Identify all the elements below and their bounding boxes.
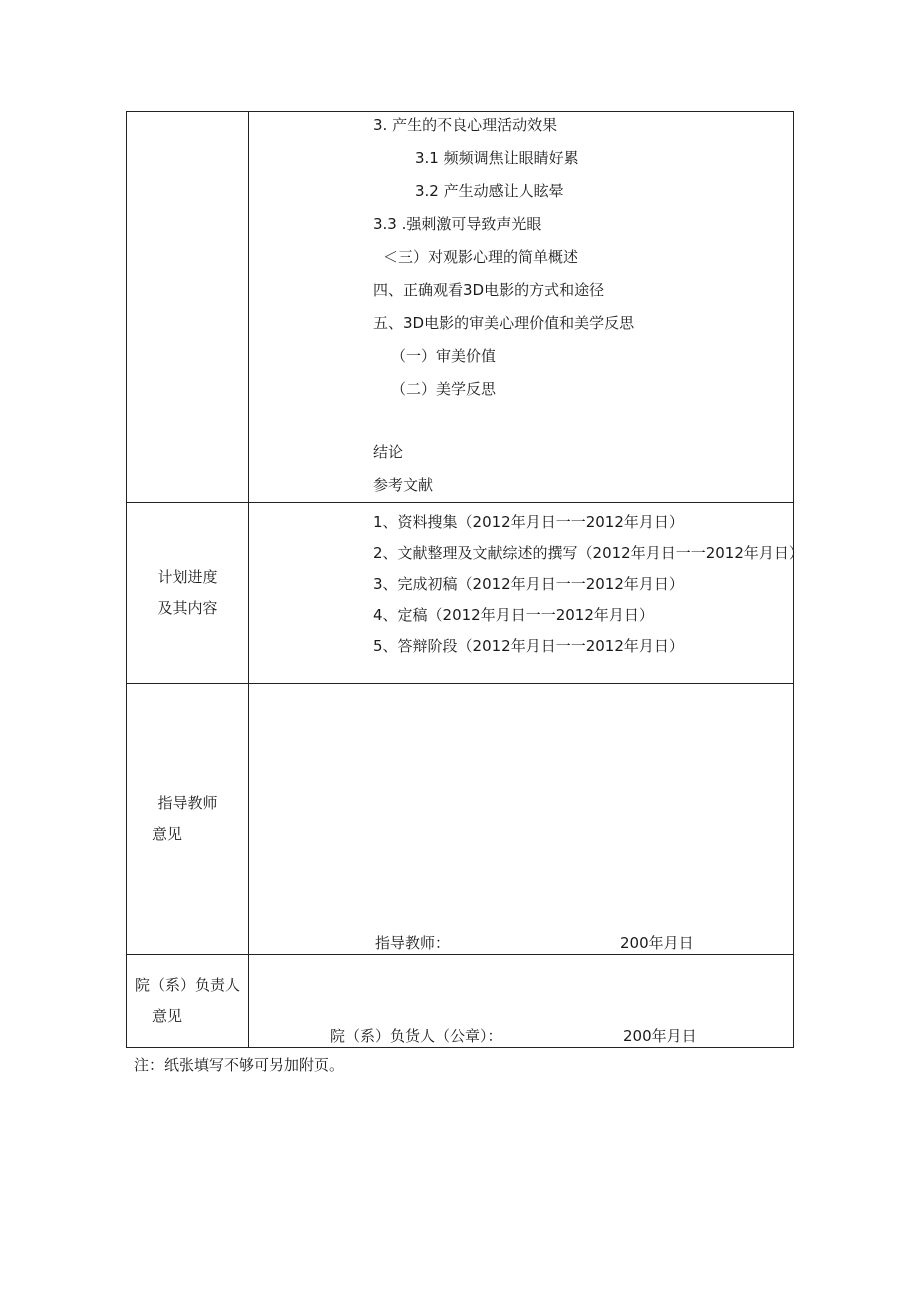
plan-label [127, 562, 248, 624]
advisor-label-cell [127, 684, 249, 955]
plan-item: 2、文献整理及文献综述的撰写（2012年月日一一2012年月日） [373, 544, 804, 562]
outline-row [127, 112, 794, 503]
advisor-row [127, 684, 794, 955]
plan-list [373, 507, 804, 662]
plan-item: 4、定稿（2012年月日一一2012年月日） [373, 606, 654, 624]
outline-item: 3. 产生的不良心理活动效果 [373, 116, 558, 134]
department-row [127, 955, 794, 1048]
department-label [127, 970, 248, 1032]
outline-item: ＜三）对观影心理的简单概述 [383, 248, 579, 266]
plan-item: 3、完成初稿（2012年月日一一2012年月日） [373, 575, 684, 593]
department-label-line: 意见 [152, 1007, 183, 1025]
department-label-cell [127, 955, 249, 1048]
advisor-signature-date: 200年月日 [620, 934, 694, 952]
outline-content-cell [249, 112, 794, 503]
footnote: 注：纸张填写不够可另加附页。 [134, 1056, 345, 1074]
advisor-opinion-cell [249, 684, 794, 955]
spacer [373, 406, 634, 436]
advisor-label [127, 788, 248, 850]
outline-item: （一）审美价值 [391, 347, 497, 365]
outline-item: 四、正确观看3D电影的方式和途径 [373, 281, 605, 299]
plan-label-cell [127, 503, 249, 684]
plan-label-line: 及其内容 [157, 599, 218, 617]
advisor-label-line: 意见 [152, 825, 183, 843]
outline-item: （二）美学反思 [391, 380, 497, 398]
outline-item: 五、3D电影的审美心理价值和美学反思 [373, 314, 635, 332]
plan-item: 1、资料搜集（2012年月日一一2012年月日） [373, 513, 684, 531]
department-signature-date: 200年月日 [623, 1027, 697, 1045]
plan-item: 5、答辩阶段（2012年月日一一2012年月日） [373, 637, 684, 655]
plan-content-cell [249, 503, 804, 684]
plan-label-line: 计划进度 [157, 568, 218, 586]
outline-item: 3.3 .强刺激可导致声光眼 [373, 215, 542, 233]
outline-item: 3.2 产生动感让人眩晕 [415, 182, 564, 200]
conclusion-heading: 结论 [373, 443, 404, 461]
department-opinion-cell [249, 955, 794, 1048]
department-signature-label: 院（系）负货人（公章）： [330, 1027, 503, 1045]
outline-label-cell [127, 112, 249, 503]
department-label-line: 院（系）负责人 [134, 976, 240, 994]
advisor-signature-label: 指导教师： [375, 934, 451, 952]
plan-row [127, 503, 794, 684]
outline-item: 3.1 频频调焦让眼睛好累 [415, 149, 579, 167]
proposal-form-table [126, 111, 804, 1048]
references-heading: 参考文献 [373, 476, 434, 494]
outline-list [373, 109, 634, 502]
advisor-label-line: 指导教师 [157, 794, 218, 812]
